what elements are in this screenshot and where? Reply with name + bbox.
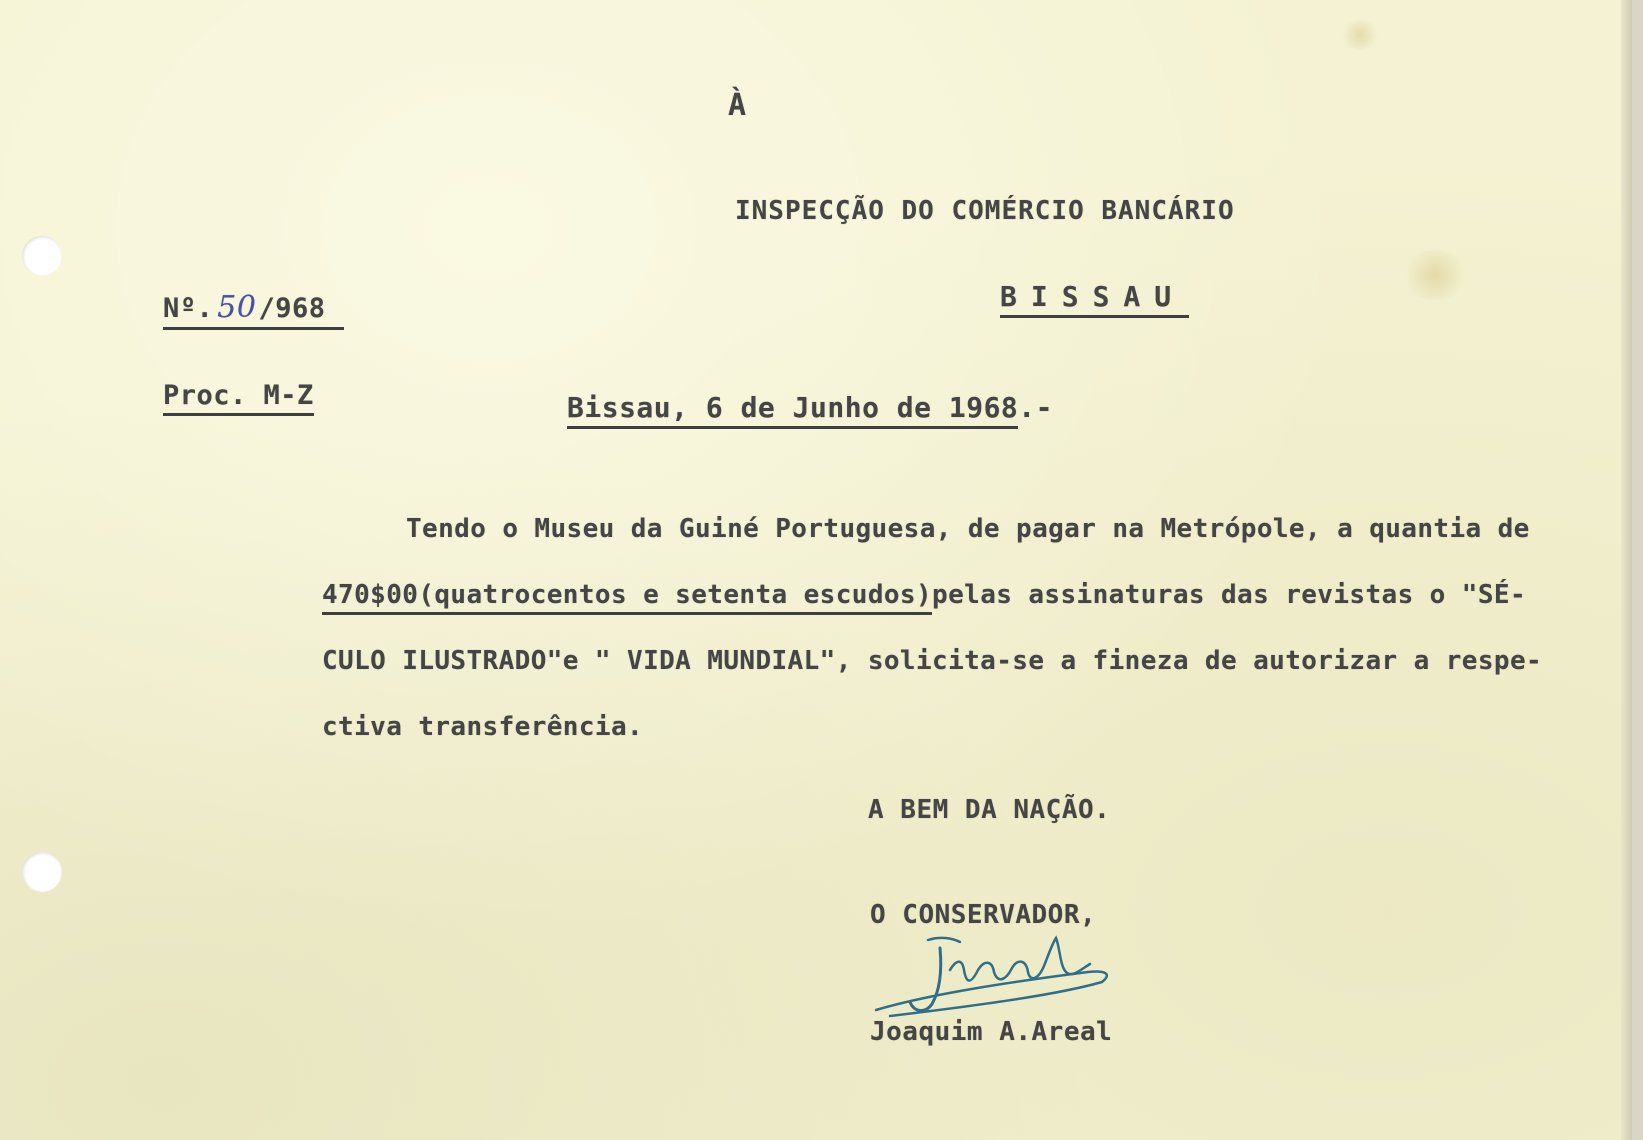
office-name: INSPECÇÃO DO COMÉRCIO BANCÁRIO: [735, 196, 1235, 226]
city-heading: BISSAU: [1000, 280, 1189, 318]
process-reference: Proc. M-Z: [163, 380, 314, 416]
signer-title: O CONSERVADOR,: [870, 900, 1097, 930]
reference-number: [163, 290, 344, 330]
handwritten-reference-number: 50: [217, 290, 257, 325]
signer-name: Joaquim A.Areal: [870, 1017, 1113, 1047]
date-text: Bissau, 6 de Junho de 1968: [567, 391, 1018, 429]
closing-salutation: A BEM DA NAÇÃO.: [868, 795, 1111, 825]
paper-stain: [1400, 250, 1470, 300]
body-line: Tendo o Museu da Guiné Portuguesa, de pagar na Metrópole, a quantia de: [406, 514, 1530, 544]
handwritten-signature: [870, 930, 1130, 1025]
addressee: À: [728, 88, 747, 123]
punch-hole-bottom: [22, 852, 62, 892]
body-line: CULO ILUSTRADO"e " VIDA MUNDIAL", solicita-se a fineza de autorizar a respe-: [322, 646, 1543, 676]
letter-date: [567, 391, 1053, 424]
date-tail: .-: [1018, 391, 1054, 424]
paper-stain: [1340, 20, 1380, 50]
reference-suffix: /968: [258, 293, 326, 324]
body-line-rest: pelas assinaturas das revistas o "SÉ-: [932, 580, 1527, 610]
body-line: ctiva transferência.: [322, 712, 644, 742]
page-edge: [1621, 0, 1632, 1140]
punch-hole-top: [22, 236, 62, 276]
reference-prefix: Nº.: [163, 293, 214, 324]
amount-underlined: 470$00(quatrocentos e setenta escudos): [322, 580, 932, 615]
body-line: [322, 580, 1526, 610]
